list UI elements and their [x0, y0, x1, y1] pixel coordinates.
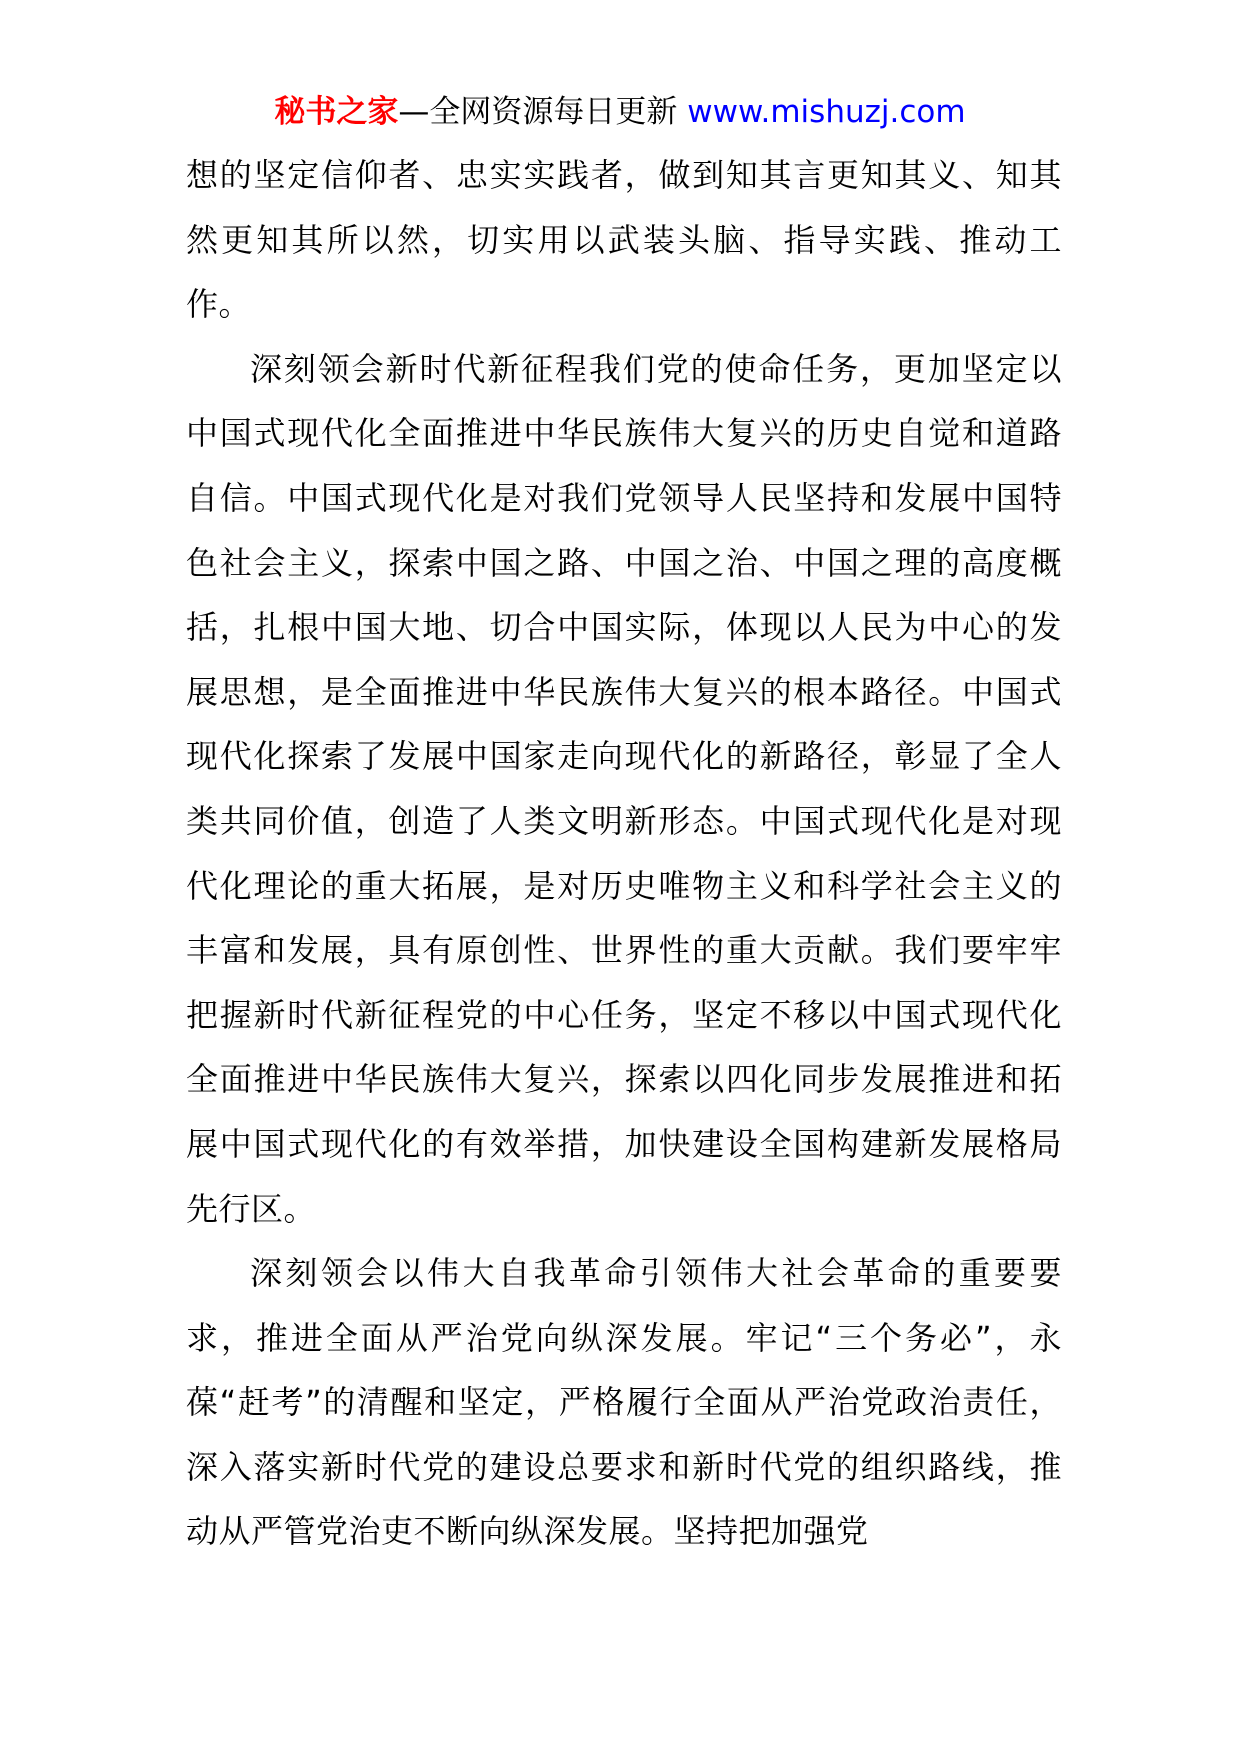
document-body [186, 143, 1062, 1564]
paragraph-2: 深刻领会新时代新征程我们党的使命任务，更加坚定以中国式现代化全面推进中华民族伟大复兴的历史自觉和道路自信。中国式现代化是对我们党领导人民坚持和发展中国特色社会主义，探索中国之路、中国之治、中国之理的高度概括，扎根中国大地、切合中国实际，体现以人民为中心的发展思想，是全面推进中华民族伟大复兴的根本路径。中国式现代化探索了发展中国家走向现代化的新路径，彰显了全人类共同价值，创造了人类文明新形态。中国式现代化是对现代化理论的重大拓展，是对历史唯物主义和科学社会主义的丰富和发展，具有原创性、世界性的重大贡献。我们要牢牢把握新时代新征程党的中心任务，坚定不移以中国式现代化全面推进中华民族伟大复兴，探索以四化同步发展推进和拓展中国式现代化的有效举措，加快建设全国构建新发展格局先行区。 [186, 349, 1062, 1228]
watermark-header [0, 92, 1240, 132]
site-tagline: —全网资源每日更新 [398, 94, 678, 130]
site-url[interactable]: www.mishuzj.com [687, 94, 966, 130]
site-brand: 秘书之家 [274, 94, 399, 130]
paragraph-3: 深刻领会以伟大自我革命引领伟大社会革命的重要要求，推进全面从严治党向纵深发展。牢记“三个务必”，永葆“赶考”的清醒和坚定，严格履行全面从严治党政治责任，深入落实新时代党的建设总要求和新时代党的组织路线，推动从严管党治吏不断向纵深发展。坚持把加强党 [186, 1254, 1062, 1551]
paragraph-1: 想的坚定信仰者、忠实实践者，做到知其言更知其义、知其然更知其所以然，切实用以武装头脑、指导实践、推动工作。 [186, 156, 1062, 324]
